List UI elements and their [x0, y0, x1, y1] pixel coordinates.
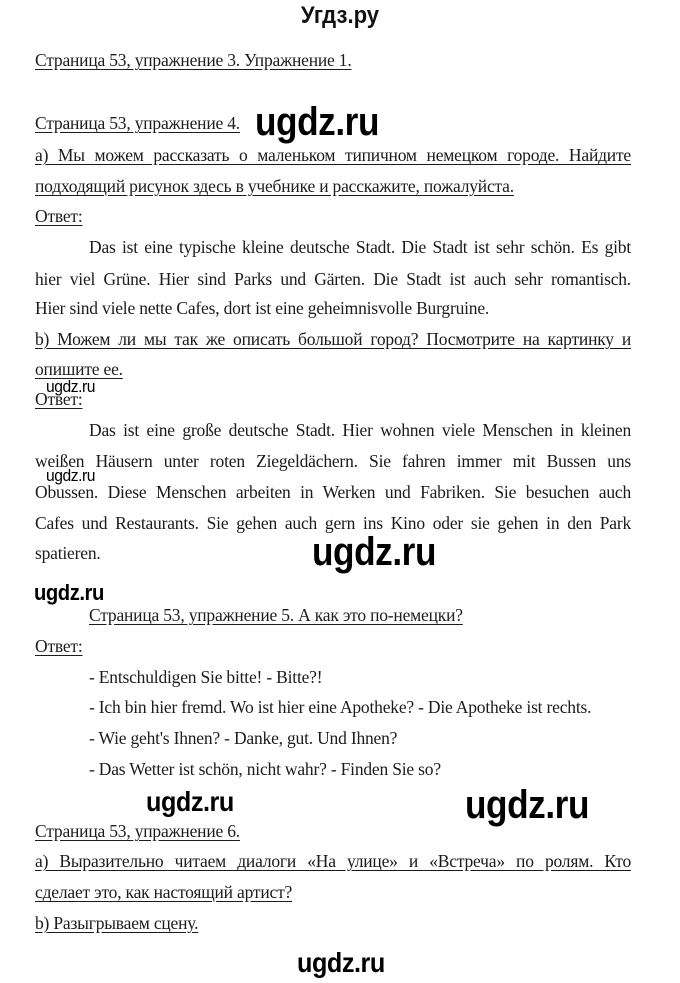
exercise-5-heading: Страница 53, упражнение 5. А как это по-немецки? — [89, 605, 463, 625]
answer-b-line-2-wrap — [35, 451, 631, 472]
site-title: Угдз.ру — [300, 2, 380, 29]
exercise-6-task-a — [35, 851, 631, 872]
answer-b-line-1-wrap — [89, 420, 631, 441]
dialog-line-2: - Ich bin hier fremd. Wo ist hier eine Apotheke? - Die Apotheke ist rechts. — [89, 697, 592, 717]
dialog-line-1: - Entschuldigen Sie bitte! - Bitte?! — [89, 667, 323, 687]
answer-b-line-1: Das ist eine große deutsche Stadt. Hier wohnen viele Menschen in kleinen — [89, 420, 631, 440]
exercise-3-heading: Страница 53, упражнение 3. Упражнение 1. — [35, 50, 352, 70]
watermark: ugdz.ru — [465, 783, 590, 827]
watermark: ugdz.ru — [297, 947, 385, 978]
answer-a-line-3: Hier sind viele nette Cafes, dort ist eine geheimnisvolle Burgruine. — [35, 298, 490, 318]
answer-a-line-1: Das ist eine typische kleine deutsche Stadt. Die Stadt ist sehr schön. Es gibt — [89, 237, 631, 257]
ex6-task-b: b) Разыгрываем сцену. — [35, 913, 199, 933]
watermark: ugdz.ru — [255, 100, 380, 144]
watermark: ugdz.ru — [312, 530, 437, 574]
exercise-4-heading: Страница 53, упражнение 4. — [35, 113, 240, 133]
watermark: ugdz.ru — [46, 377, 95, 396]
answer-a-line-2-wrap — [35, 269, 631, 290]
answer-a-paragraph — [89, 237, 631, 258]
answer-a-line-2: hier viel Grüne. Hier sind Parks und Gärten. Die Stadt ist auch sehr romantisch. — [35, 269, 631, 289]
dialog-line-4: - Das Wetter ist schön, nicht wahr? - Finden Sie so? — [89, 759, 441, 779]
answer-label-b: Ответ: — [35, 389, 83, 409]
exercise-4-task-b — [35, 329, 631, 350]
task-b-line-2: опишите ее. — [35, 359, 123, 379]
exercise-6-heading: Страница 53, упражнение 6. — [35, 821, 240, 841]
answer-b-line-2: weißen Häusern unter roten Ziegeldächern. Sie fahren immer mit Bussen uns — [35, 451, 631, 471]
answer-b-line-4: Cafes und Restaurants. Sie gehen auch gern ins Kino oder sie gehen in den Park — [35, 513, 631, 533]
watermark: ugdz.ru — [46, 466, 95, 485]
ex6-task-a-line-2: сделает это, как настоящий артист? — [35, 882, 293, 902]
answer-label-a: Ответ: — [35, 206, 83, 226]
watermark: ugdz.ru — [34, 580, 104, 605]
ex6-task-a-line-1: а) Выразительно читаем диалоги «На улице» и «Встреча» по ролям. Кто — [35, 851, 631, 871]
answer-b-line-3-wrap — [35, 482, 631, 503]
answer-b-line-3: Obussen. Diese Menschen arbeiten in Werken und Fabriken. Sie besuchen auch — [35, 482, 631, 502]
answer-b-line-5: spatieren. — [35, 543, 101, 563]
task-a-line-2: подходящий рисунок здесь в учебнике и расскажите, пожалуйста. — [35, 176, 514, 196]
task-b-line-1: b) Можем ли мы так же описать большой город? Посмотрите на картинку и — [35, 329, 631, 349]
dialog-line-3: - Wie geht's Ihnen? - Danke, gut. Und Ihnen? — [89, 728, 398, 748]
watermark: ugdz.ru — [146, 786, 234, 817]
exercise-5-answer-label: Ответ: — [35, 636, 83, 656]
